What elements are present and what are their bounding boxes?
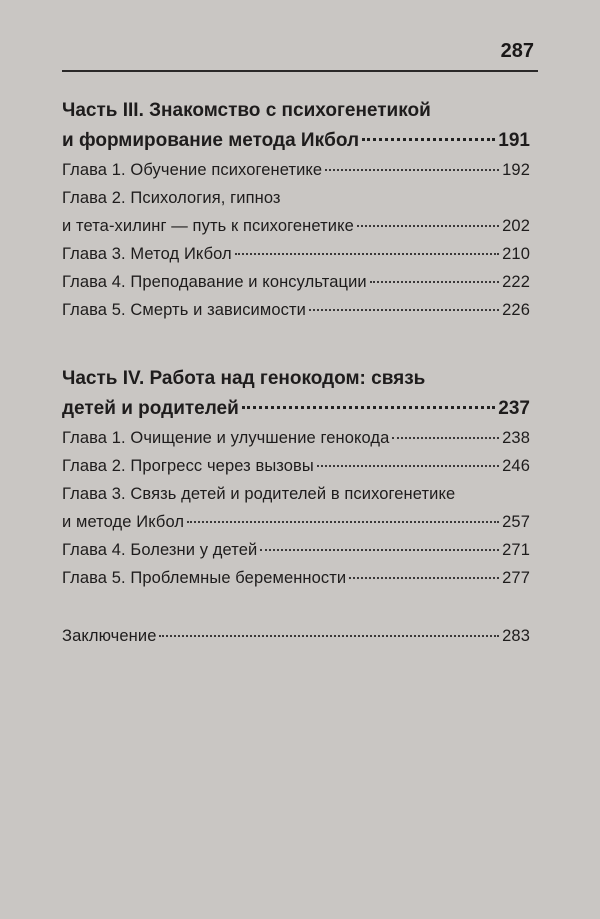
chapter-entry[interactable] xyxy=(62,508,530,536)
chapter-entry[interactable] xyxy=(62,240,530,268)
conclusion-entry[interactable] xyxy=(62,622,530,650)
chapter-entry[interactable] xyxy=(62,296,530,324)
dot-leader xyxy=(357,224,499,227)
part-title-line: Часть IV. Работа над генокодом: связь xyxy=(62,368,426,389)
part-4 xyxy=(62,364,530,592)
part-title-line: детей и родителей xyxy=(62,398,239,419)
chapter-entry[interactable] xyxy=(62,536,530,564)
part-title-line: Часть III. Знакомство с психогенетикой xyxy=(62,100,431,121)
dot-leader xyxy=(235,252,499,255)
chapter-page-number: 226 xyxy=(502,301,530,319)
chapter-title: Глава 3. Связь детей и родителей в психогенетике xyxy=(62,485,456,503)
chapter-page-number: 192 xyxy=(502,161,530,179)
conclusion-page-number: 283 xyxy=(502,627,530,645)
chapter-page-number: 202 xyxy=(502,217,530,235)
chapter-entry[interactable] xyxy=(62,212,530,240)
dot-leader xyxy=(159,634,499,637)
chapter-title: Глава 4. Болезни у детей xyxy=(62,541,258,559)
chapter-title: Глава 3. Метод Икбол xyxy=(62,245,232,263)
chapter-title: Глава 1. Обучение психогенетике xyxy=(62,161,323,179)
chapter-title: и тета-хилинг — путь к психогенетике xyxy=(62,217,354,235)
header-rule xyxy=(62,70,538,72)
dot-leader xyxy=(309,308,499,311)
chapter-page-number: 246 xyxy=(502,457,530,475)
dot-leader xyxy=(260,548,499,551)
chapter-page-number: 271 xyxy=(502,541,530,559)
chapter-title: Глава 5. Проблемные беременности xyxy=(62,569,347,587)
dot-leader xyxy=(187,520,499,523)
conclusion-title: Заключение xyxy=(62,627,157,645)
spacer xyxy=(62,592,530,622)
dot-leader xyxy=(242,405,495,409)
chapter-page-number: 238 xyxy=(502,429,530,447)
part-3 xyxy=(62,96,530,324)
chapter-page-number: 210 xyxy=(502,245,530,263)
chapter-title-first-line[interactable] xyxy=(62,480,530,508)
part-page-number: 191 xyxy=(498,130,530,151)
chapter-page-number: 277 xyxy=(502,569,530,587)
chapter-title: Глава 2. Прогресс через вызовы xyxy=(62,457,314,475)
chapter-page-number: 257 xyxy=(502,513,530,531)
chapter-title-first-line[interactable] xyxy=(62,184,530,212)
dot-leader xyxy=(349,576,499,579)
chapter-entry[interactable] xyxy=(62,452,530,480)
chapter-title: и методе Икбол xyxy=(62,513,185,531)
page-number: 287 xyxy=(500,40,534,62)
spacer xyxy=(62,324,530,364)
dot-leader xyxy=(362,137,495,141)
chapter-title: Глава 4. Преподавание и консультации xyxy=(62,273,367,291)
chapter-entry[interactable] xyxy=(62,156,530,184)
dot-leader xyxy=(392,436,499,439)
chapter-entry[interactable] xyxy=(62,268,530,296)
part-title-line: и формирование метода Икбол xyxy=(62,130,360,151)
chapter-title: Глава 1. Очищение и улучшение генокода xyxy=(62,429,390,447)
part-title-entry[interactable] xyxy=(62,394,530,424)
chapter-page-number: 222 xyxy=(502,273,530,291)
chapter-title: Глава 2. Психология, гипноз xyxy=(62,189,281,207)
dot-leader xyxy=(370,280,499,283)
table-of-contents xyxy=(62,96,530,650)
chapter-title: Глава 5. Смерть и зависимости xyxy=(62,301,306,319)
part-title-entry[interactable] xyxy=(62,126,530,156)
chapter-entry[interactable] xyxy=(62,564,530,592)
dot-leader xyxy=(317,464,499,467)
chapter-entry[interactable] xyxy=(62,424,530,452)
part-page-number: 237 xyxy=(498,398,530,419)
dot-leader xyxy=(325,168,499,171)
